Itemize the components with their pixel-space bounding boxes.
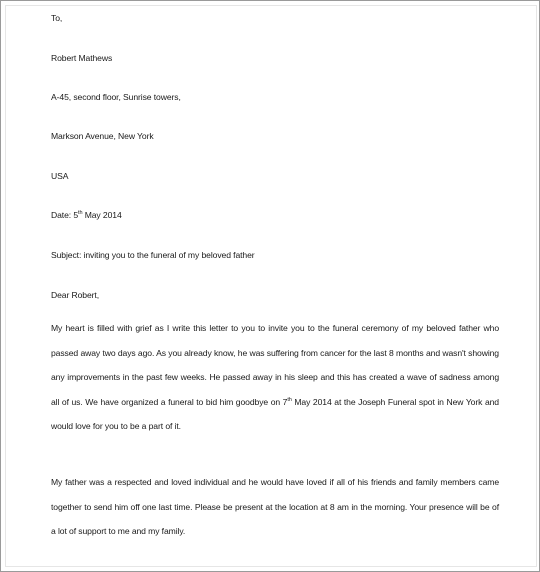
date-rest: May 2014 bbox=[82, 210, 122, 220]
paragraph-1 bbox=[51, 316, 499, 439]
paragraph-1-text-a: My heart is filled with grief as I write this letter to you to invite you to the funeral ceremony of my beloved father who passed away two days ago. As you already know, he was suffering from cancer for the last 8 months and wasn't showing any improvements in the past few weeks. He passed away in his sleep and this has created a wave of sadness among all of us. We have organized a funeral to bid him goodbye on 7 bbox=[51, 323, 499, 407]
date-line bbox=[51, 209, 122, 221]
country: USA bbox=[51, 171, 69, 181]
date-prefix: Date: 5 bbox=[51, 210, 79, 220]
paragraph-1-ordinal: th bbox=[287, 396, 292, 403]
salutation-to: To, bbox=[51, 13, 63, 23]
recipient-name: Robert Mathews bbox=[51, 53, 113, 63]
greeting: Dear Robert, bbox=[51, 290, 99, 300]
paragraph-1-text-b: May 2014 at the Joseph Funeral spot in New York and would love for you to be a part of it. bbox=[51, 396, 499, 431]
address-line-1: A-45, second floor, Sunrise towers, bbox=[51, 92, 181, 102]
paragraph-2: My father was a respected and loved individual and he would have loved if all of his friends and family members came together to send him off one last time. Please be present at the location at 8 am in the morning. Your presence will be of a lot of support to me and my family. bbox=[51, 477, 499, 536]
address-line-2: Markson Avenue, New York bbox=[51, 131, 154, 141]
date-ordinal: th bbox=[78, 210, 83, 217]
subject-line: Subject: inviting you to the funeral of my beloved father bbox=[51, 250, 255, 260]
